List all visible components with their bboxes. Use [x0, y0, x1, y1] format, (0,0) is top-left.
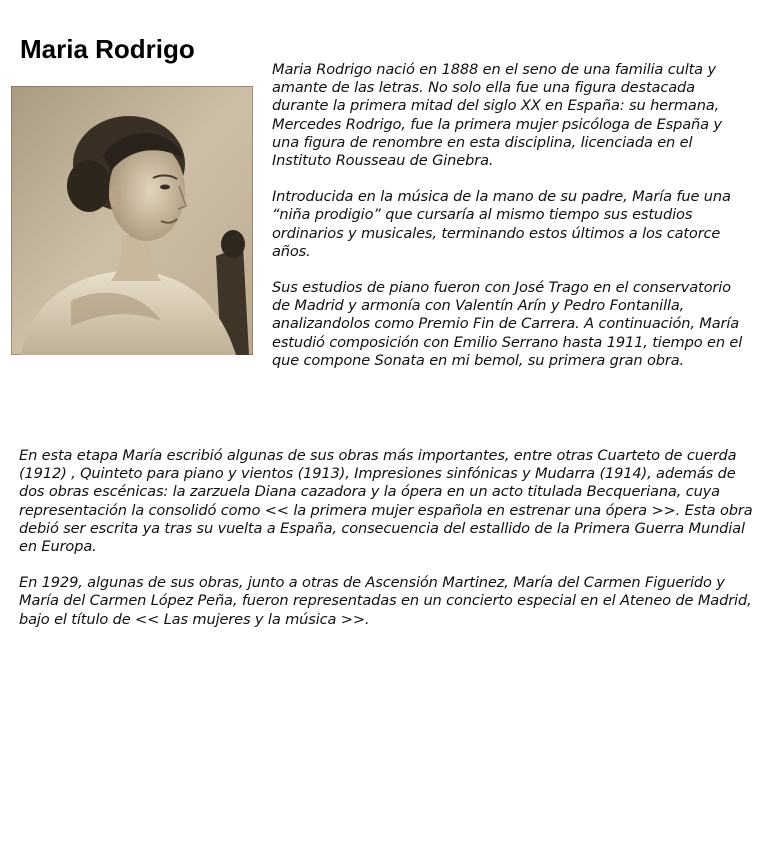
portrait-photo: [11, 86, 253, 355]
paragraph-concert: En 1929, algunas de sus obras, junto a otras de Ascensión Martinez, María del Carmen Figuerido y María del Carmen López Peña, fueron representadas en un concierto especial en el Ateneo de Madrid, bajo el título de << Las mujeres y la música >>.: [19, 574, 752, 628]
paragraph-works: En esta etapa María escribió algunas de sus obras más importantes, entre otras Cuarteto de cuerda (1912) , Quinteto para piano y vientos (1913), Impresiones sinfónicas y Mudarra (1914), además de dos obras escénicas: la zarzuela Diana cazadora y la ópera en un acto titulada Becqueriana, cuya representación la consolidó como << la primera mujer española en estrenar una ópera >>. Esta obra debió ser escrita ya tras su vuelta a España, consecuencia del estallido de la Primera Guerra Mundial en Europa.: [19, 447, 753, 556]
body-section: [19, 447, 754, 629]
intro-column: [272, 61, 752, 370]
paragraph-studies: Sus estudios de piano fueron con José Trago en el conservatorio de Madrid y armonía con Valentín Arín y Pedro Fontanilla, analizandolos como Premio Fin de Carrera. A continuación, María estudió composición con Emilio Serrano hasta 1911, tiempo en el que compone Sonata en mi bemol, su primera gran obra.: [272, 279, 743, 369]
portrait-illustration: [11, 86, 253, 355]
paragraph-childhood: Introducida en la música de la mano de su padre, María fue una “niña prodigio” que cursaría al mismo tiempo sus estudios ordinarios y musicales, terminando estos últimos a los catorce años.: [272, 188, 731, 260]
page-title: Maria Rodrigo: [20, 34, 195, 64]
paragraph-family: Maria Rodrigo nació en 1888 en el seno de una familia culta y amante de las letras. No solo ella fue una figura destacada durante la primera mitad del siglo XX en España: su hermana, Mercedes Rodrigo, fue la primera mujer psicóloga de España y una figura de renombre en esta disciplina, licenciada en el Instituto Rousseau de Ginebra.: [272, 61, 722, 170]
